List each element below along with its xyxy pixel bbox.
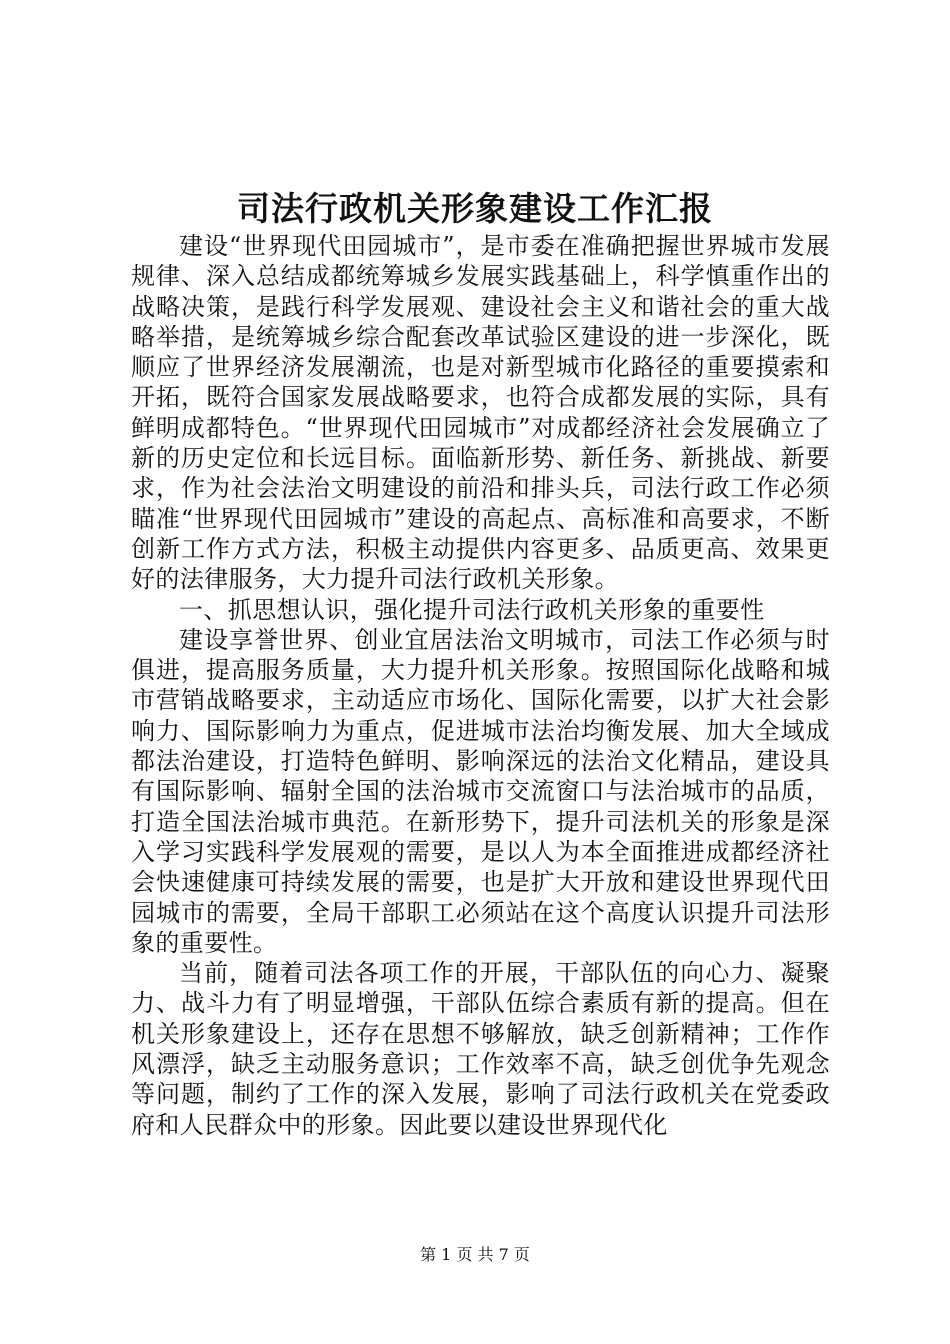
document-body xyxy=(131,231,830,1140)
paragraph-current-status: 当前，随着司法各项工作的开展，干部队伍的向心力、凝聚力、战斗力有了明显增强，干部队伍综合素质有新的提高。但在机关形象建设上，还存在思想不够解放，缺乏创新精神；工作作风漂浮，缺乏主动服务意识；工作效率不高，缺乏创优争先观念等问题，制约了工作的深入发展，影响了司法行政机关在党委政府和人民群众中的形象。因此要以建设世界现代化 xyxy=(131,959,830,1139)
page-footer: 第 1 页 共 7 页 xyxy=(420,1245,530,1264)
document-title: 司法行政机关形象建设工作汇报 xyxy=(237,189,713,228)
section-heading-1: 一、抓思想认识，强化提升司法行政机关形象的重要性 xyxy=(179,595,765,624)
paragraph-section-1: 建设享誉世界、创业宜居法治文明城市，司法工作必须与时俱进，提高服务质量，大力提升机关形象。按照国际化战略和城市营销战略要求，主动适应市场化、国际化需要，以扩大社会影响力、国际影响力为重点，促进城市法治均衡发展、加大全域成都法治建设，打造特色鲜明、影响深远的法治文化精品，建设具有国际影响、辐射全国的法治城市交流窗口与法治城市的品质，打造全国法治城市典范。在新形势下，提升司法机关的形象是深入学习实践科学发展观的需要，是以人为本全面推进成都经济社会快速健康可持续发展的需要，也是扩大开放和建设世界现代田园城市的需要，全局干部职工必须站在这个高度认识提升司法形象的重要性。 xyxy=(131,625,830,957)
paragraph-intro: 建设“世界现代田园城市”，是市委在准确把握世界城市发展规律、深入总结成都统筹城乡发展实践基础上，科学慎重作出的战略决策，是践行科学发展观、建设社会主义和谐社会的重大战略举措，是统筹城乡综合配套改革试验区建设的进一步深化，既顺应了世界经济发展潮流，也是对新型城市化路径的重要摸索和开拓，既符合国家发展战略要求，也符合成都发展的实际，具有鲜明成都特色。“世界现代田园城市”对成都经济社会发展确立了新的历史定位和长远目标。面临新形势、新任务、新挑战、新要求，作为社会法治文明建设的前沿和排头兵，司法行政工作必须瞄准“世界现代田园城市”建设的高起点、高标准和高要求，不断创新工作方式方法，积极主动提供内容更多、品质更高、效果更好的法律服务，大力提升司法行政机关形象。 xyxy=(131,232,830,594)
